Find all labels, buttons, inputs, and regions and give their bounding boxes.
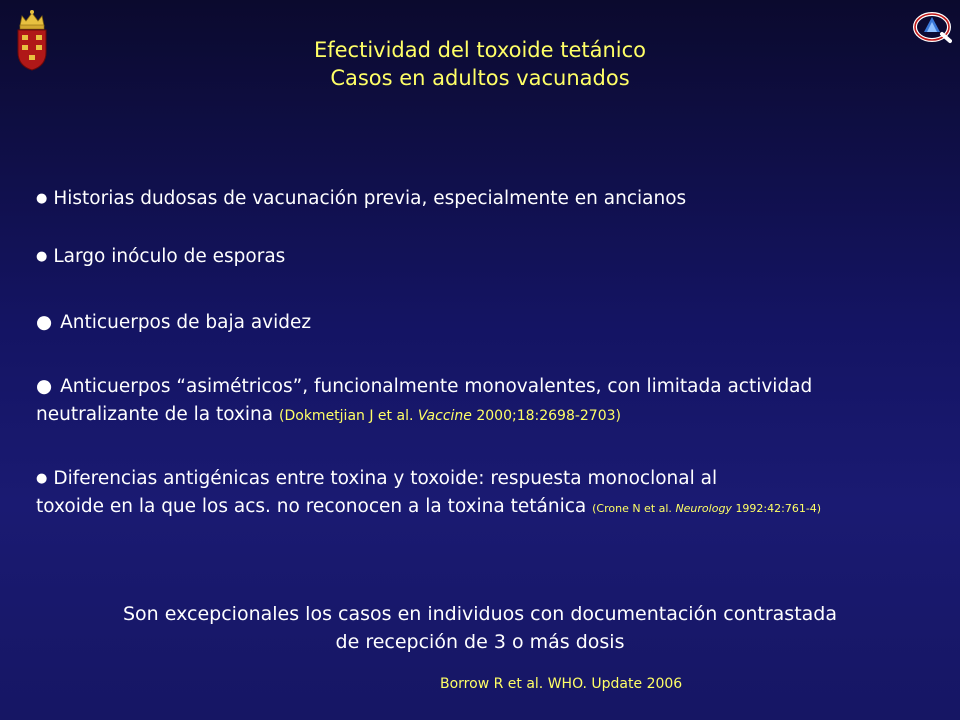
bullet-item <box>36 243 951 271</box>
source-reference: Borrow R et al. WHO. Update 2006 <box>440 676 683 692</box>
citation-authors: (Dokmetjian J et al. <box>279 408 414 424</box>
bullet-text: toxoide en la que los acs. no reconocen a la toxina tetánica <box>36 496 587 517</box>
bullet-marker: ● <box>36 312 53 333</box>
bullet-item <box>36 309 951 337</box>
citation-details: 2000;18:2698-2703) <box>476 408 621 424</box>
bullet-marker: ● <box>36 376 53 397</box>
citation-journal: Vaccine <box>417 408 472 424</box>
slide-title <box>0 36 960 92</box>
conclusion-line-1: Son excepcionales los casos en individuos con documentación contrastada <box>123 603 837 625</box>
title-line-1: Efectividad del toxoide tetánico <box>313 38 647 62</box>
bullet-text: Historias dudosas de vacunación previa, especialmente en ancianos <box>53 188 687 209</box>
citation-journal: Neurology <box>675 502 732 515</box>
bullet-marker: ● <box>36 471 48 486</box>
bullet-marker: ● <box>36 191 48 206</box>
bullet-text: Diferencias antigénicas entre toxina y toxoide: respuesta monoclonal al <box>53 468 718 489</box>
citation <box>279 408 621 424</box>
bullet-text: neutralizante de la toxina <box>36 404 274 425</box>
bullet-item <box>36 185 951 213</box>
bullet-item <box>36 465 951 523</box>
title-line-2: Casos en adultos vacunados <box>330 66 630 90</box>
bullet-text: Anticuerpos “asimétricos”, funcionalmente monovalentes, con limitada actividad <box>60 376 813 397</box>
bullet-text: Largo inóculo de esporas <box>53 246 286 267</box>
citation <box>592 502 821 515</box>
bullet-item <box>36 373 951 430</box>
bullet-marker: ● <box>36 249 48 264</box>
conclusion-line-2: de recepción de 3 o más dosis <box>335 631 625 653</box>
citation-authors: (Crone N et al. <box>592 502 672 515</box>
bullet-text: Anticuerpos de baja avidez <box>60 312 312 333</box>
conclusion <box>0 600 960 656</box>
citation-details: 1992:42:761-4) <box>735 502 822 515</box>
